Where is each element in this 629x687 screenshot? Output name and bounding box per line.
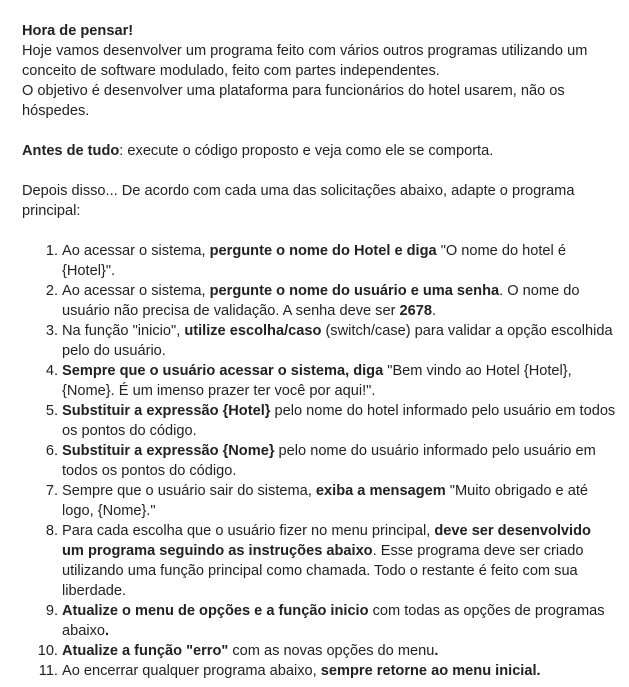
list-item-text: Ao acessar o sistema, [62, 243, 210, 259]
first-step-text: : execute o código proposto e veja como ele se comporta. [119, 143, 494, 159]
after-paragraph: Depois disso... De acordo com cada uma das solicitações abaixo, adapte o programa principal: [22, 183, 575, 219]
list-item [22, 361, 616, 401]
list-item-bold-text: utilize escolha/caso [184, 323, 322, 339]
list-item-number: 10. [37, 643, 58, 659]
first-step-label: Antes de tudo [22, 143, 120, 159]
list-item-text: pelo nome do usuário informado pelo usuário em todos os pontos do código. [62, 443, 596, 479]
list-item-text: Ao encerrar qualquer programa abaixo, [62, 663, 321, 679]
list-item [22, 321, 616, 361]
list-item-bold-text: . [105, 623, 110, 639]
list-item-bold-text: 2678 [399, 303, 432, 319]
list-item-text: com as novas opções do menu [228, 643, 435, 659]
list-item-number: 1. [45, 243, 58, 259]
list-item-number: 3. [45, 323, 58, 339]
task-list [22, 241, 616, 681]
page-title: Hora de pensar! [22, 23, 134, 39]
list-item-text: . O nome do usuário não precisa de validação. A senha deve ser [62, 283, 580, 319]
list-item-number: 2. [45, 283, 58, 299]
list-item-text: . [431, 303, 437, 319]
list-item-number: 4. [45, 363, 58, 379]
list-item-number: 9. [45, 603, 58, 619]
list-item [22, 281, 616, 321]
list-item-text: . Esse programa deve ser criado utilizando uma função principal como chamada. Todo o restante é feito com sua liberdade. [62, 543, 584, 599]
objective-text: O objetivo é desenvolver uma plataforma para funcionários do hotel usarem, não os hóspedes. [22, 83, 565, 119]
list-item-bold-text: Atualize o menu de opções e a função inicio [62, 603, 369, 619]
list-item [22, 661, 616, 681]
list-item-text: Na função "inicio", [62, 323, 185, 339]
list-item [22, 401, 616, 441]
list-item-number: 7. [45, 483, 58, 499]
list-item-bold-text: Substituir a expressão {Hotel} [62, 403, 271, 419]
intro-paragraph [22, 41, 616, 121]
list-item-bold-text: Atualize a função "erro" [62, 643, 229, 659]
list-item [22, 521, 616, 601]
list-item-number: 11. [38, 663, 58, 679]
list-item [22, 241, 616, 281]
list-item-text: pelo nome do hotel informado pelo usuário em todos os pontos do código. [62, 403, 616, 439]
list-item-text: Sempre que o usuário sair do sistema, [62, 483, 316, 499]
list-item-text: Ao acessar o sistema, [62, 283, 210, 299]
spacer [22, 221, 616, 241]
list-item-bold-text: pergunte o nome do usuário e uma senha [209, 283, 500, 299]
intro-text: Hoje vamos desenvolver um programa feito com vários outros programas utilizando um conceito de software modulado, feito com partes independentes. [22, 43, 588, 79]
first-step-paragraph [22, 141, 616, 161]
list-item-text: "Bem vindo ao Hotel {Hotel}, {Nome}. É um imenso prazer ter você por aqui!". [62, 363, 572, 399]
list-item-bold-text: pergunte o nome do Hotel e diga [209, 243, 437, 259]
list-item-bold-text: sempre retorne ao menu inicial. [320, 663, 541, 679]
list-item-text: "O nome do hotel é {Hotel}". [62, 243, 566, 279]
list-item-text: com todas as opções de programas abaixo [62, 603, 605, 639]
list-item-number: 5. [45, 403, 58, 419]
list-item-number: 8. [45, 523, 58, 539]
list-item [22, 641, 616, 661]
list-item-bold-text: . [434, 643, 439, 659]
list-item-number: 6. [45, 443, 58, 459]
list-item-text: Para cada escolha que o usuário fizer no menu principal, [62, 523, 435, 539]
spacer [22, 161, 616, 181]
list-item-text: "Muito obrigado e até logo, {Nome}." [62, 483, 588, 519]
list-item-text: (switch/case) para validar a opção escolhida pelo do usuário. [62, 323, 613, 359]
list-item-bold-text: exiba a mensagem [315, 483, 446, 499]
list-item [22, 481, 616, 521]
spacer [22, 121, 616, 141]
list-item-bold-text: Substituir a expressão {Nome} [62, 443, 275, 459]
list-item-bold-text: deve ser desenvolvido um programa seguindo as instruções abaixo [62, 523, 591, 559]
list-item [22, 601, 616, 641]
list-item [22, 441, 616, 481]
list-item-bold-text: Sempre que o usuário acessar o sistema, diga [62, 363, 384, 379]
